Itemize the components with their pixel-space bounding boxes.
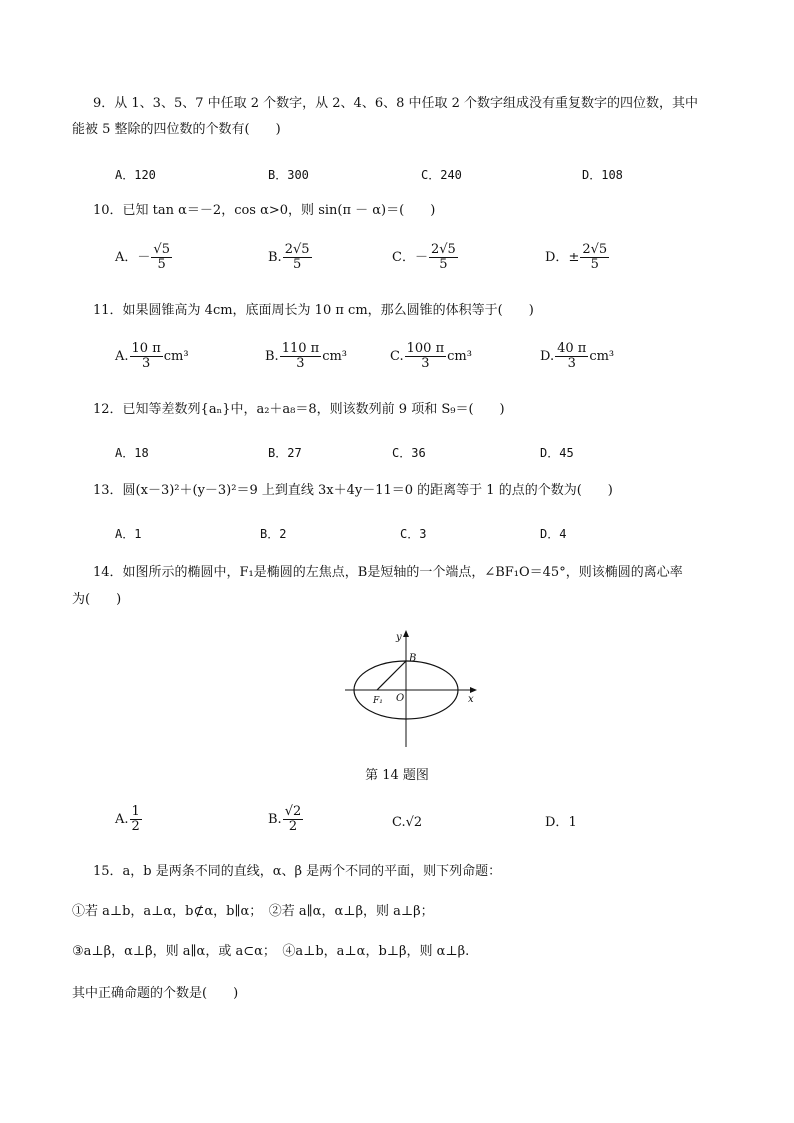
q10-option-b: B. $\frac{2√5}{5}$: [268, 242, 310, 272]
q11-option-a: A. $\frac{10 \pi}{3}$ cm³: [115, 341, 189, 371]
q11-option-c: C. $\frac{100 \pi}{3}$ cm³: [390, 341, 472, 371]
q12-option-d: D．45: [540, 446, 574, 460]
label-y: y: [396, 632, 402, 643]
q14-option-c: C.√2: [392, 815, 423, 830]
label-x: x: [468, 694, 474, 705]
q11-option-d: D. $\frac{40 \pi}{3}$ cm³: [540, 341, 615, 371]
y-axis-arrow: [403, 630, 409, 637]
q15-propositions-3-4: ③a⊥β，α⊥β，则 a∥α，或 a⊂α； ④a⊥b，a⊥α，b⊥β，则 α⊥β.: [72, 944, 470, 959]
q9-option-c: C．240: [421, 168, 462, 182]
q10-option-d: D．± $\frac{2√5}{5}$: [545, 242, 608, 272]
q13-option-c: C．3: [400, 527, 427, 541]
q13-stem: 13．圆(x－3)²＋(y－3)²＝9 上到直线 3x＋4y－11＝0 的距离等于 1 的点的个数为( ): [93, 483, 613, 498]
q9-stem-line2: 能被 5 整除的四位数的个数有( ): [72, 122, 281, 137]
q14-stem-line2: 为( ): [72, 592, 122, 607]
q12-stem: 12．已知等差数列{aₙ}中，a₂＋a₈＝8，则该数列前 9 项和 S₉＝( ): [93, 402, 505, 417]
q14-option-b: B. $\frac{√2}{2}$: [268, 804, 302, 834]
x-axis-arrow: [470, 687, 477, 693]
q15-stem: 15．a，b 是两条不同的直线，α、β 是两个不同的平面，则下列命题：: [93, 864, 502, 879]
q11-stem: 11．如果圆锥高为 4cm，底面周长为 10 π cm，那么圆锥的体积等于( ): [93, 303, 534, 318]
q12-option-a: A．18: [115, 446, 149, 460]
q13-option-a: A．1: [115, 527, 142, 541]
q11-option-b: B. $\frac{110 \pi}{3}$ cm³: [265, 341, 348, 371]
q10-option-a: A．－ $\frac{√5}{5}$: [115, 242, 170, 272]
label-f1: F₁: [373, 696, 383, 706]
q14-option-d: D．1: [545, 815, 577, 830]
q9-option-d: D．108: [582, 168, 623, 182]
q15-question: 其中正确命题的个数是( ): [72, 986, 239, 1001]
q10-stem: 10．已知 tan α＝－2，cos α>0，则 sin(π － α)＝( ): [93, 203, 436, 218]
q13-option-d: D．4: [540, 527, 567, 541]
q9-stem-line1: 9．从 1、3、5、7 中任取 2 个数字，从 2、4、6、8 中任取 2 个数字组成没有重复数字的四位数，其中: [93, 96, 699, 111]
label-b: B: [409, 653, 417, 664]
label-o: O: [396, 693, 405, 704]
q9-option-a: A．120: [115, 168, 156, 182]
q12-option-b: B．27: [268, 446, 302, 460]
q15-propositions-1-2: ①若 a⊥b，a⊥α，b⊄α，b∥α； ②若 a∥α，α⊥β，则 a⊥β；: [72, 904, 434, 919]
q10-option-c: C．－ $\frac{2√5}{5}$: [392, 242, 456, 272]
segment-bf1: [377, 661, 406, 690]
ellipse-figure: [340, 625, 490, 750]
figure-caption: 第 14 题图: [365, 768, 429, 783]
q12-option-c: C．36: [392, 446, 426, 460]
q14-option-a: A. $\frac{1}{2}$: [115, 804, 140, 834]
q9-option-b: B．300: [268, 168, 309, 182]
q13-option-b: B．2: [260, 527, 287, 541]
q14-stem-line1: 14．如图所示的椭圆中，F₁是椭圆的左焦点，B是短轴的一个端点，∠BF₁O＝45°，则该椭圆的离心率: [93, 565, 683, 580]
